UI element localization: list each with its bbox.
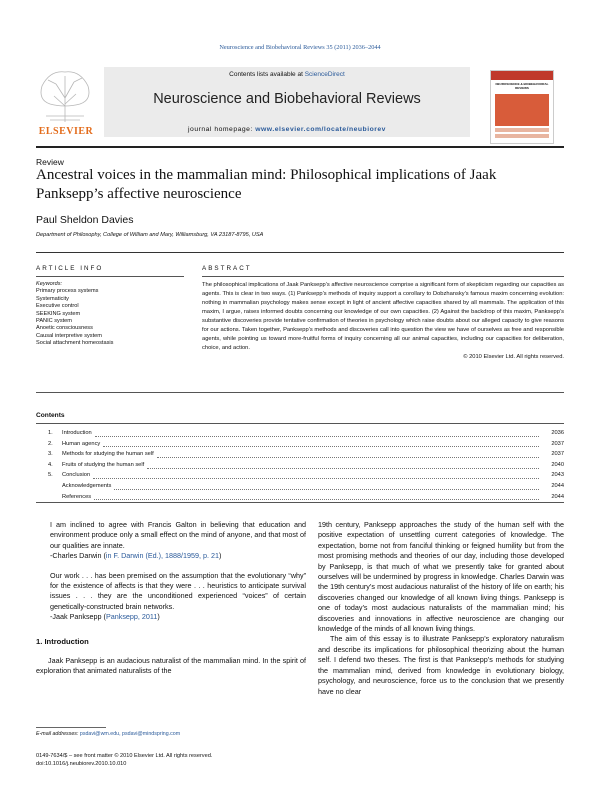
epigraph-attribution (50, 612, 306, 622)
toc-page: 2043 (551, 472, 564, 479)
elsevier-wordmark: ELSEVIER (38, 126, 94, 137)
toc-leader (94, 493, 539, 500)
doi-line[interactable]: doi:10.1016/j.neubiorev.2010.10.010 (36, 761, 127, 767)
toc-item[interactable] (36, 470, 564, 481)
toc-item[interactable] (36, 492, 564, 503)
article-type: Review (36, 157, 64, 167)
contents-rule (36, 423, 564, 424)
toc-page: 2044 (551, 493, 564, 500)
epigraphs (50, 520, 306, 623)
keyword: Social attachment homeostasis (36, 340, 114, 347)
contents-available-line (104, 71, 470, 78)
epigraph-text: I am inclined to agree with Francis Galton in believing that education and environment produce only a small effect on the mind of anyone, and that most of our qualities are innate. (50, 520, 306, 550)
attribution-text: -Charles Darwin ( (50, 551, 106, 561)
toc-number: 1. (48, 430, 53, 436)
article-info-rule (36, 276, 184, 277)
toc-item[interactable] (36, 460, 564, 471)
author-email-footnote (36, 731, 180, 737)
toc-page: 2037 (551, 451, 564, 458)
toc-leader (95, 430, 539, 437)
keyword: Systematicity (36, 295, 69, 302)
sciencedirect-link[interactable]: ScienceDirect (304, 71, 345, 78)
attribution-close: ) (157, 612, 160, 622)
toc-leader (147, 462, 539, 469)
header-rule (36, 146, 564, 148)
table-of-contents (36, 428, 564, 502)
toc-number: 2. (48, 440, 53, 447)
keyword: Causal interpretive system (36, 332, 102, 339)
right-column-text (318, 520, 564, 697)
keyword: Anoetic consciousness (36, 325, 93, 332)
introduction-heading: 1. Introduction (36, 637, 89, 646)
epigraph-text: Our work . . . has been premised on the assumption that the evolutionary “why” for the existence of affects is that they were . . . heuristics to anticipate survival issues . . . they are the unconditioned experienced “voices” of certain genetically-constructed brain networks. (50, 570, 306, 611)
title-rule (36, 252, 564, 253)
journal-citation[interactable]: Neuroscience and Biobehavioral Reviews 35 (2011) 2036–2044 (219, 44, 381, 51)
footnote-rule (36, 727, 106, 728)
elsevier-tree-logo (36, 66, 94, 130)
article-title: Ancestral voices in the mammalian mind: Philosophical implications of Jaak Panksepp’s affective neuroscience (36, 167, 497, 202)
abstract-body (202, 281, 564, 362)
abstract-heading: ABSTRACT (202, 265, 252, 272)
toc-item[interactable] (36, 481, 564, 492)
attribution-close: ) (219, 551, 222, 561)
toc-leader (103, 440, 539, 447)
toc-item[interactable] (36, 428, 564, 439)
email-addresses[interactable]: psdavi@wm.edu, psdavi@mindspring.com (79, 731, 181, 737)
contents-heading: Contents (36, 412, 65, 419)
copyright-notice: © 2010 Elsevier Ltd. All rights reserved. (463, 353, 564, 360)
toc-number: 5. (48, 472, 53, 479)
issn-line: 0149-7634/$ – see front matter © 2010 Elsevier Ltd. All rights reserved. (36, 753, 213, 759)
toc-title: Human agency (62, 440, 101, 447)
keywords-list (36, 281, 186, 348)
abstract-rule (202, 276, 564, 277)
epigraph-attribution (50, 551, 306, 561)
toc-number: 4. (48, 461, 53, 468)
keyword: PANIC system (36, 318, 72, 325)
journal-homepage-line (104, 126, 470, 133)
toc-page: 2036 (551, 430, 564, 436)
author-affiliation: Department of Philosophy, College of William and Mary, Williamsburg, VA 23187-8795, USA (36, 232, 264, 238)
reference-link[interactable]: in F. Darwin (Ed.), 1888/1959, p. 21 (105, 551, 219, 561)
attribution-text: -Jaak Panksepp ( (50, 612, 106, 622)
abstract-text: The philosophical implications of Jaak Panksepp’s affective neuroscience comprise a significant form of skepticism regarding our capacities as agents. This is clear in two ways. (1) Panksepp’s methods of inquiry support a corollary to Dobzhansky’s famous maxim concerning evolution: nothing in mammalian psychology makes sense except in light of ancient affective capacities shared by all mammals. The application of this maxim, I argue, raises informed doubts concerning our knowledge of our own capacities. (2) Against the backdrop of this maxim, Panksepp’s substantive discoveries provide tentative confirmation of theories in psychology which raise doubts about our alleged capacity to give reasons for our actions. Taken together, Panksepp’s methods and discoveries call into question the view we have of ourselves as free and responsible agents, while pointing us toward more-fruitful forms of inquiry concerning all our animal capacities, including our capacities for deliberation, choice, and action. (202, 282, 564, 351)
keywords-label: Keywords: (36, 281, 63, 287)
article-info-heading: ARTICLE INFO (36, 265, 104, 272)
toc-page: 2040 (551, 461, 564, 468)
toc-title: Fruits of studying the human self (62, 461, 145, 468)
reference-link[interactable]: Panksepp, 2011 (105, 612, 158, 622)
toc-title: Introduction (62, 430, 92, 436)
body-paragraph: 19th century, Panksepp approaches the study of the human self with the positive expectation of unsettling current categories of knowledge. The expectation, borne not from fanciful thinking or feigned humility but from the most promising methods and theories of our day, including those developed by Panksepp, is that much of what we presently take for granted about ourselves will be undermined by progress in knowledge. Charles Darwin was the 19th century’s most audacious naturalist of the history of life on earth; his discoveries changed our knowledge of all known living things. Panksepp is one of today’s most audacious naturalists of the mammalian mind; his discoveries and innovations in affective neuroscience are changing our knowledge of the minds of all known living things. (318, 520, 564, 634)
issn-doi (36, 752, 212, 768)
introduction-paragraph: Jaak Panksepp is an audacious naturalist of the mammalian mind. In the spirit of exploration that animated naturalists of the (36, 656, 306, 676)
toc-item[interactable] (36, 449, 564, 460)
toc-leader (157, 451, 539, 458)
contents-bottom-rule (36, 502, 564, 503)
body-paragraph: The aim of this essay is to illustrate Panksepp’s exploratory naturalism and describe its implications for philosophical theorizing about the human self. I defend two theses. The first is that Panksepp’s methods for studying the mammalian mind, derived from knowledge in evolutionary biology, psychology, and neuroscience, force us to the conclusion that we presently have no clear (318, 634, 564, 696)
journal-cover-thumbnail (490, 70, 554, 144)
keyword: SEEKING system (36, 310, 81, 317)
toc-leader (93, 472, 539, 479)
toc-title: Acknowledgements (62, 482, 112, 489)
abstract-bottom-rule (36, 392, 564, 393)
toc-item[interactable] (36, 439, 564, 450)
email-label: E-mail addresses: (36, 731, 79, 737)
cover-title: NEUROSCIENCE & BIOBEHAVIORAL REVIEWS (495, 82, 549, 90)
homepage-url[interactable]: www.elsevier.com/locate/neubiorev (255, 126, 386, 133)
toc-title: Conclusion (62, 472, 91, 479)
homepage-prefix: journal homepage: (188, 126, 253, 133)
toc-page: 2037 (551, 440, 564, 447)
toc-leader (114, 483, 539, 490)
toc-title: Methods for studying the human self (62, 451, 154, 458)
keyword: Executive control (36, 303, 79, 310)
keyword: Primary process systems (36, 288, 99, 295)
toc-page: 2044 (551, 482, 564, 489)
toc-title: References (62, 493, 92, 500)
journal-name: Neuroscience and Biobehavioral Reviews (153, 91, 421, 107)
toc-number: 3. (48, 451, 53, 458)
contents-prefix: Contents lists available at (229, 71, 303, 78)
author-name: Paul Sheldon Davies (36, 214, 134, 226)
